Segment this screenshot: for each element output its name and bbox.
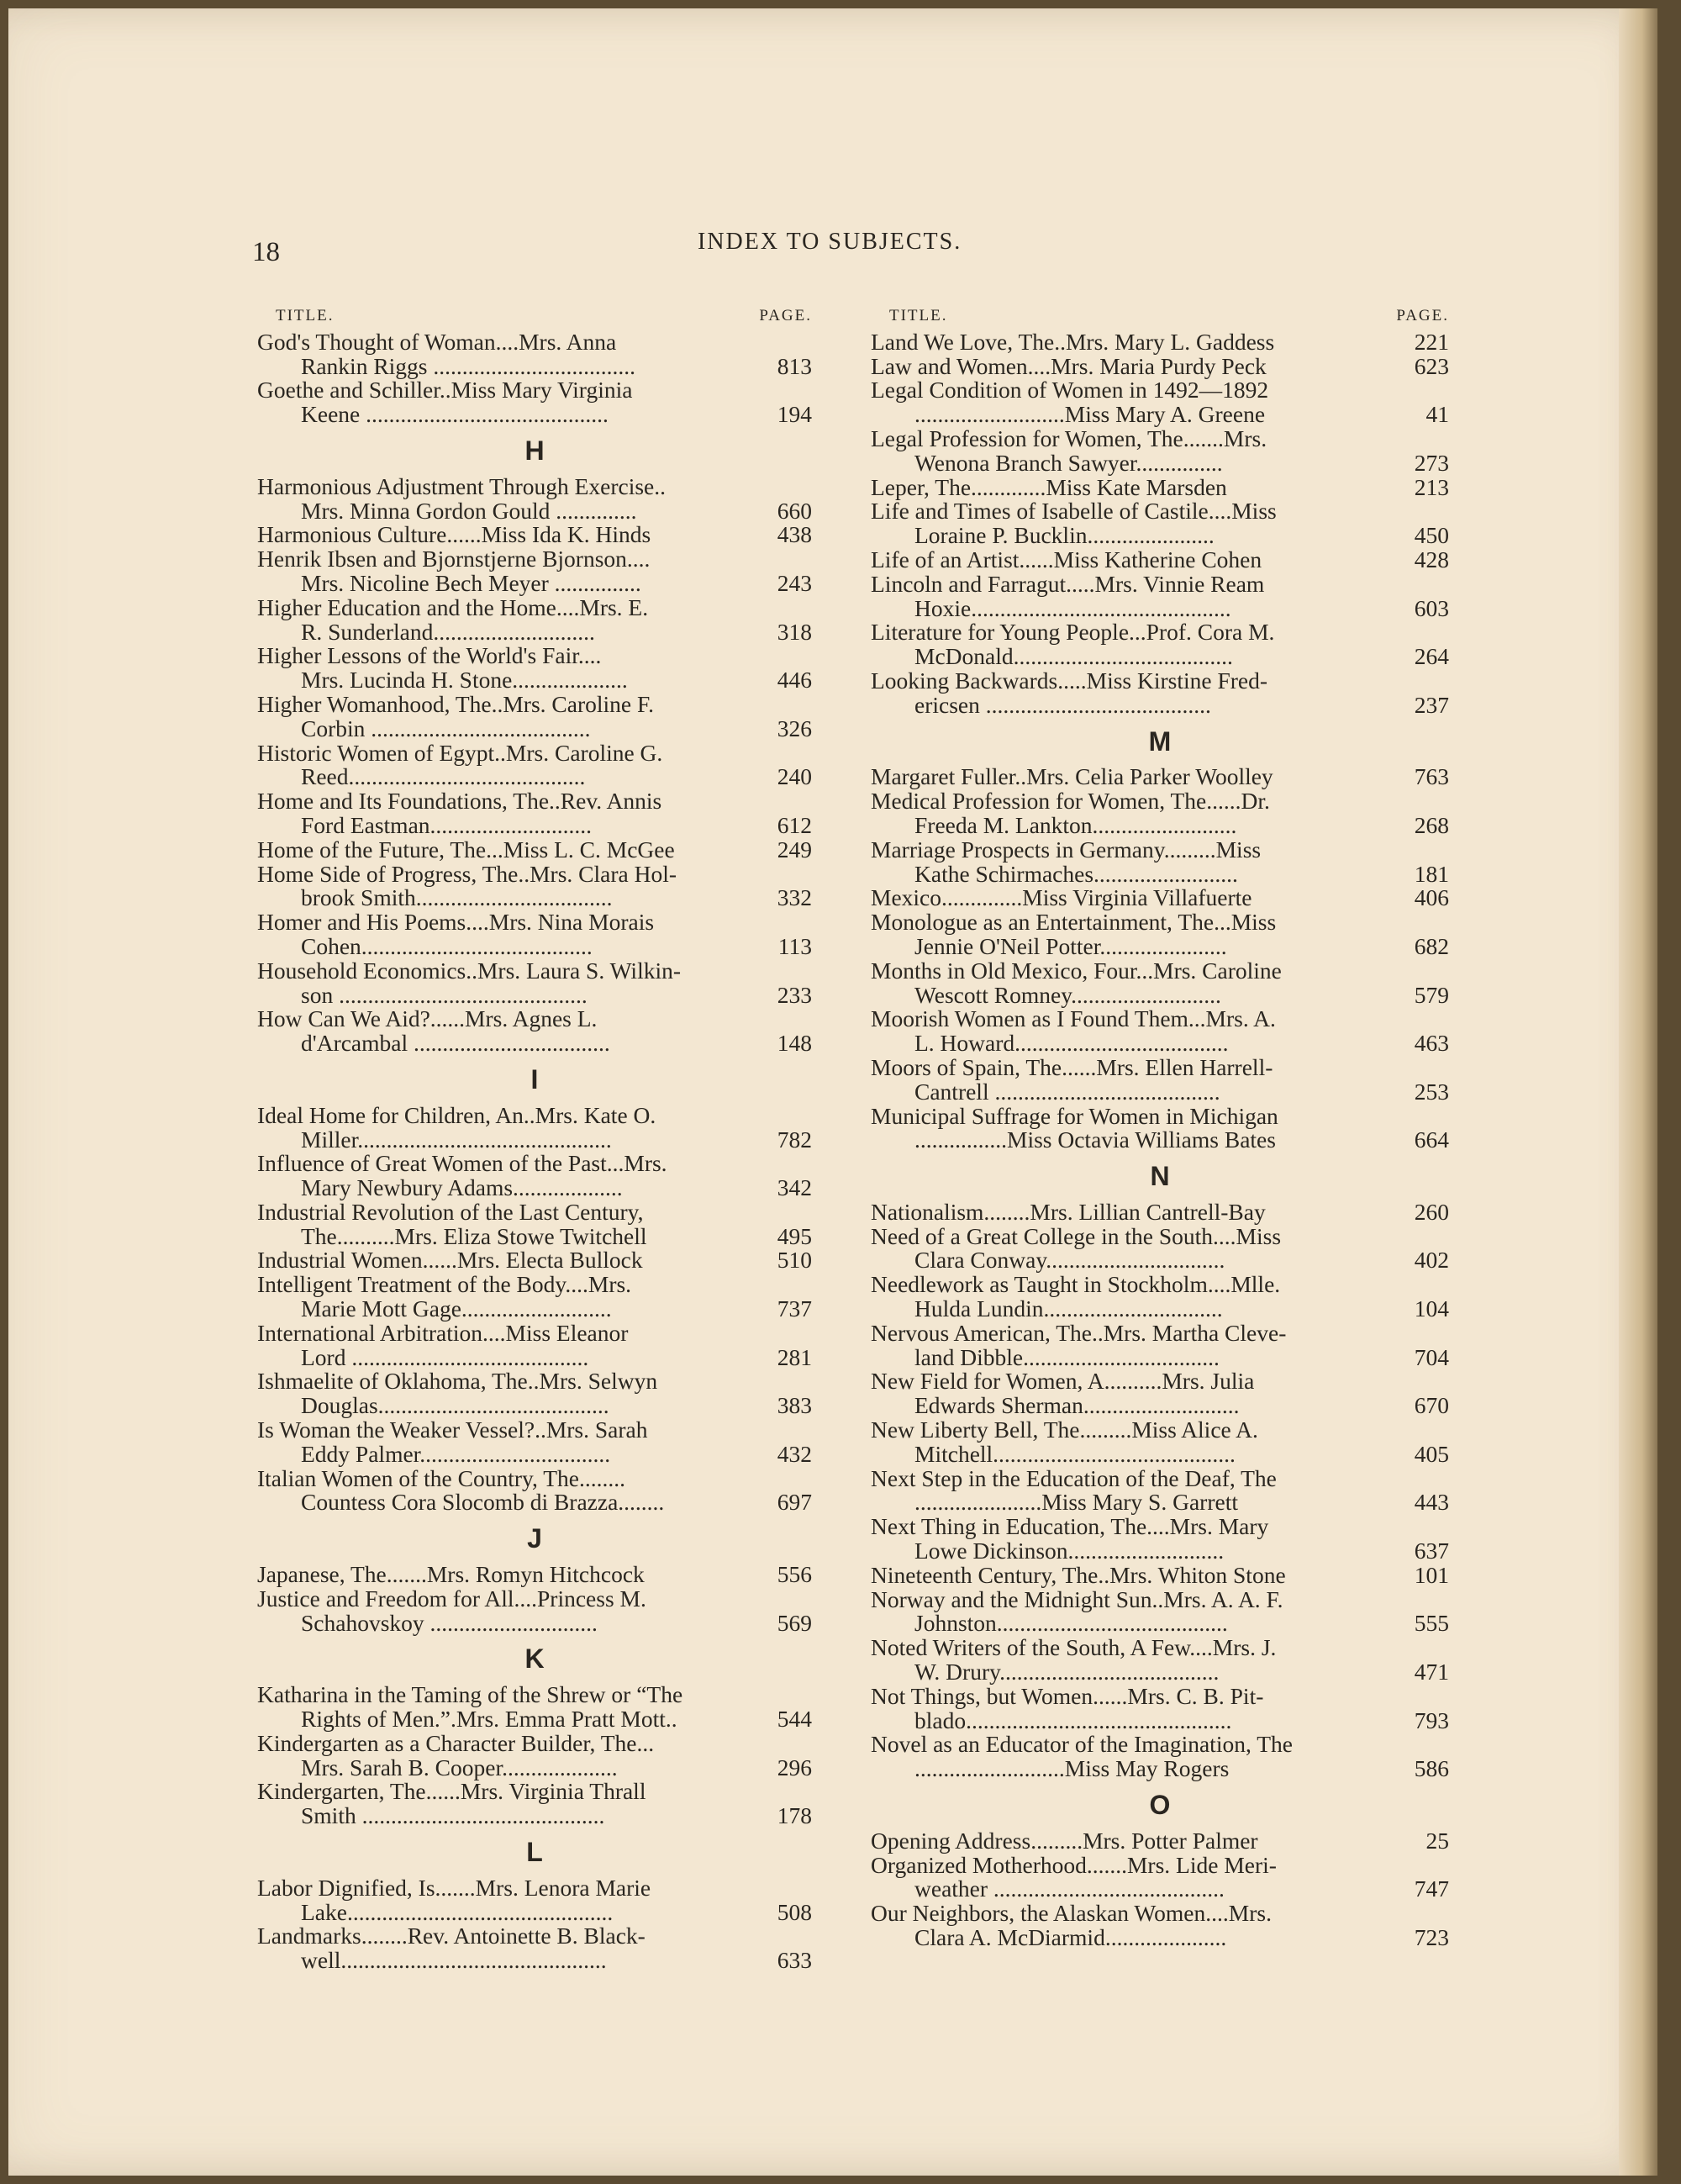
entry-page-number: 697 [777, 1489, 812, 1516]
entry-continuation: land Dibble.................................. [914, 1343, 1220, 1370]
index-entry [871, 1851, 1449, 1902]
entry-title: Needlework as Taught in Stockholm....Mlle. [871, 1271, 1281, 1298]
entry-title: Kindergarten, The......Mrs. Virginia Thrall [257, 1778, 646, 1805]
entry-title: Monologue as an Entertainment, The...Miss [871, 909, 1277, 936]
entry-page-number: 383 [777, 1392, 812, 1419]
entry-continuation: ......................Miss Mary S. Garrett [914, 1489, 1238, 1516]
entry-page-number: 281 [777, 1343, 812, 1370]
entry-page-number: 249 [777, 836, 812, 863]
entry-page-number: 402 [1414, 1247, 1449, 1274]
entry-page-number: 233 [777, 981, 812, 1008]
entry-page-number: 268 [1414, 811, 1449, 838]
index-entry [871, 959, 1449, 1008]
index-entry [257, 1152, 812, 1200]
section-letter: J [527, 1523, 542, 1554]
entry-continuation: The..........Mrs. Eliza Stowe Twitchell [301, 1222, 647, 1249]
entry-continuation: Mrs. Nicoline Bech Meyer ............... [301, 569, 641, 596]
entry-title: Historic Women of Egypt..Mrs. Caroline G. [257, 739, 663, 766]
index-entry [871, 1418, 1449, 1467]
entry-page-number: 495 [777, 1222, 812, 1249]
entry-title: Next Step in the Education of the Deaf, The [871, 1464, 1277, 1491]
entry-page-number: 723 [1414, 1924, 1449, 1950]
entry-title: Next Thing in Education, The....Mrs. Mary [871, 1513, 1269, 1540]
entry-continuation: Kathe Schirmaches......................... [914, 860, 1238, 887]
entry-continuation: W. Drury...................................... [914, 1659, 1220, 1685]
entry-page-number: 660 [777, 497, 812, 524]
entry-page-number: 318 [777, 618, 812, 645]
page-header-label: PAGE. [759, 307, 812, 324]
entry-page-number: 253 [1414, 1078, 1449, 1105]
entry-page-number: 556 [777, 1561, 812, 1588]
entry-title: Labor Dignified, Is.......Mrs. Lenora Marie [257, 1874, 651, 1901]
entry-continuation: Lord ......................................... [301, 1343, 589, 1370]
entry-title: Need of a Great College in the South....Miss [871, 1222, 1282, 1249]
index-entry [257, 741, 812, 790]
entry-continuation: Cantrell ....................................... [914, 1078, 1220, 1105]
index-entry [871, 1053, 1449, 1105]
entry-title: Industrial Revolution of the Last Century, [257, 1198, 644, 1225]
entry-title: Influence of Great Women of the Past...Mrs. [257, 1150, 667, 1177]
index-entry [257, 1780, 812, 1828]
entry-continuation: Marie Mott Gage.......................... [301, 1295, 612, 1322]
right-column [871, 304, 1449, 1950]
entry-title: Land We Love, The..Mrs. Mary L. Gaddess [871, 328, 1275, 355]
entry-title: Katharina in the Taming of the Shrew or “The [257, 1681, 683, 1708]
entry-title: New Liberty Bell, The.........Miss Alice A. [871, 1416, 1258, 1443]
entry-continuation: Douglas........................................ [301, 1392, 609, 1419]
entry-page-number: 326 [777, 715, 812, 741]
section-letter: K [524, 1643, 545, 1675]
index-entry [871, 1585, 1449, 1637]
entry-title: Justice and Freedom for All....Princess M. [257, 1585, 646, 1612]
index-entry [871, 378, 1449, 427]
index-entry [257, 690, 812, 741]
entry-page-number: 586 [1414, 1755, 1449, 1782]
entry-continuation: Mitchell.......................................... [914, 1440, 1236, 1467]
entry-title: Landmarks........Rev. Antoinette B. Black- [257, 1923, 646, 1949]
entry-page-number: 813 [777, 352, 812, 379]
index-entry [257, 838, 812, 863]
index-entry [257, 547, 812, 596]
title-header: TITLE. [889, 307, 948, 324]
index-entry [871, 1102, 1449, 1153]
entry-title: Harmonious Adjustment Through Exercise.. [257, 472, 667, 499]
entry-page-number: 237 [1414, 691, 1449, 718]
index-entry [257, 472, 812, 524]
entry-title: How Can We Aid?......Mrs. Agnes L. [257, 1005, 598, 1032]
entry-page-number: 104 [1414, 1295, 1449, 1322]
entry-page-number: 471 [1414, 1659, 1449, 1685]
column-header [257, 304, 812, 329]
entry-page-number: 41 [1425, 401, 1449, 428]
entry-page-number: 432 [777, 1440, 812, 1467]
entry-title: Japanese, The.......Mrs. Romyn Hitchcock [257, 1561, 645, 1588]
entry-page-number: 148 [777, 1030, 812, 1057]
index-entry [871, 548, 1449, 572]
entry-continuation: L. Howard..................................... [914, 1030, 1229, 1057]
index-entry [871, 473, 1449, 500]
entry-continuation: Clara Conway............................... [914, 1247, 1225, 1274]
section-letter: H [524, 435, 545, 466]
entry-title: Margaret Fuller..Mrs. Celia Parker Woolley [871, 763, 1273, 790]
section-letter: L [526, 1837, 543, 1868]
index-entry [871, 838, 1449, 887]
entry-page-number: 664 [1414, 1126, 1449, 1153]
index-entry [871, 352, 1449, 379]
entry-continuation: Edwards Sherman........................... [914, 1392, 1240, 1419]
entry-page-number: 463 [1414, 1030, 1449, 1057]
section-letter: I [530, 1063, 539, 1095]
left-column [257, 304, 812, 1973]
index-entry [257, 1273, 812, 1321]
entry-page-number: 569 [777, 1609, 812, 1636]
entry-continuation: R. Sunderland............................ [301, 618, 595, 645]
entry-page-number: 438 [777, 521, 812, 548]
page-header [8, 229, 1657, 271]
entry-continuation: Mrs. Sarah B. Cooper.................... [301, 1754, 618, 1780]
index-entry [257, 1464, 812, 1516]
index-entry [871, 669, 1449, 718]
entry-continuation: Countess Cora Slocomb di Brazza........ [301, 1489, 665, 1516]
entry-page-number: 264 [1414, 643, 1449, 670]
entry-continuation: Jennie O'Neil Potter...................... [914, 932, 1227, 959]
entry-title: Opening Address.........Mrs. Potter Palmer [871, 1827, 1258, 1854]
index-entry [257, 860, 812, 911]
entry-title: Harmonious Culture......Miss Ida K. Hinds [257, 521, 651, 548]
entry-title: Medical Profession for Women, The......Dr. [871, 788, 1270, 815]
entry-title: Home Side of Progress, The..Mrs. Clara Hol- [257, 860, 677, 887]
entry-title: Higher Lessons of the World's Fair.... [257, 642, 602, 669]
index-entry [257, 1563, 812, 1587]
index-entry [871, 1222, 1449, 1274]
entry-page-number: 747 [1414, 1875, 1449, 1902]
entry-title: International Arbitration....Miss Eleanor [257, 1319, 629, 1346]
index-entry [871, 1515, 1449, 1564]
entry-title: Henrik Ibsen and Bjornstjerne Bjornson.... [257, 546, 651, 572]
entry-continuation: Rights of Men.”.Mrs. Emma Pratt Mott.. [301, 1706, 677, 1733]
entry-page-number: 579 [1414, 981, 1449, 1008]
index-entry [257, 1321, 812, 1370]
entry-title: Lincoln and Farragut.....Mrs. Vinnie Ream [871, 570, 1265, 597]
index-entry [871, 1273, 1449, 1321]
entry-page-number: 194 [777, 401, 812, 428]
entry-continuation: ................Miss Octavia Williams Bates [914, 1126, 1276, 1153]
section-letter: O [1149, 1790, 1171, 1821]
index-entry [871, 1369, 1449, 1418]
entry-page-number: 763 [1414, 763, 1449, 790]
page-gutter [1619, 8, 1657, 2176]
entry-page-number: 508 [777, 1898, 812, 1925]
entry-continuation: well.............................................. [301, 1947, 607, 1974]
entry-title: Not Things, but Women......Mrs. C. B. Pit- [871, 1682, 1264, 1709]
entry-title: Legal Profession for Women, The.......Mrs. [871, 425, 1267, 451]
index-entry [257, 1876, 812, 1925]
entry-continuation: Reed......................................... [301, 763, 586, 790]
entry-continuation: Loraine P. Bucklin...................... [914, 522, 1215, 549]
entry-continuation: McDonald...................................... [914, 643, 1233, 670]
entry-title: Higher Womanhood, The..Mrs. Caroline F. [257, 690, 654, 717]
entry-continuation: Ford Eastman............................ [301, 811, 593, 838]
entry-page-number: 101 [1414, 1561, 1449, 1588]
entry-title: Leper, The.............Miss Kate Marsden [871, 473, 1227, 500]
entry-title: Months in Old Mexico, Four...Mrs. Caroline [871, 957, 1282, 984]
entry-continuation: Smith .......................................... [301, 1802, 605, 1829]
index-entry [871, 1902, 1449, 1950]
index-list-left [257, 330, 812, 1973]
entry-title: Home of the Future, The...Miss L. C. McGee [257, 836, 675, 863]
index-entry [257, 910, 812, 959]
index-entry [257, 1248, 812, 1273]
entry-title: God's Thought of Woman....Mrs. Anna [257, 328, 617, 355]
entry-page-number: 633 [777, 1947, 812, 1974]
entry-page-number: 682 [1414, 932, 1449, 959]
entry-title: Nineteenth Century, The..Mrs. Whiton Stone [871, 1561, 1286, 1588]
entry-page-number: 243 [777, 569, 812, 596]
entry-continuation: brook Smith.................................. [301, 884, 613, 911]
index-entry [871, 1321, 1449, 1370]
entry-page-number: 25 [1425, 1827, 1449, 1854]
entry-title: Norway and the Midnight Sun..Mrs. A. A. F. [871, 1585, 1283, 1612]
index-entry [871, 1200, 1449, 1225]
entry-title: Nervous American, The..Mrs. Martha Cleve- [871, 1319, 1287, 1346]
entry-continuation: Miller............................................ [301, 1126, 612, 1153]
entry-title: Our Neighbors, the Alaskan Women....Mrs. [871, 1900, 1272, 1927]
entry-title: Home and Its Foundations, The..Rev. Annis [257, 788, 662, 815]
index-entry [257, 523, 812, 547]
index-entry [257, 644, 812, 693]
entry-page-number: 737 [777, 1295, 812, 1322]
entry-continuation: Freeda M. Lankton......................... [914, 811, 1237, 838]
index-entry [257, 1683, 812, 1732]
index-entry [871, 1464, 1449, 1516]
entry-page-number: 260 [1414, 1198, 1449, 1225]
entry-page-number: 450 [1414, 522, 1449, 549]
index-entry [257, 1007, 812, 1056]
entry-continuation: Johnston........................................ [914, 1610, 1228, 1637]
index-entry [871, 910, 1449, 959]
entry-page-number: 637 [1414, 1538, 1449, 1564]
entry-continuation: Lowe Dickinson........................... [914, 1538, 1225, 1564]
entry-page-number: 793 [1414, 1707, 1449, 1733]
index-entry [871, 1829, 1449, 1854]
index-entry [257, 789, 812, 838]
index-entry [257, 378, 812, 427]
entry-continuation: Hulda Lundin............................... [914, 1295, 1223, 1322]
entry-title: Life of an Artist......Miss Katherine Cohen [871, 546, 1262, 572]
index-entry [871, 1561, 1449, 1588]
index-entry [871, 1682, 1449, 1733]
entry-continuation: weather ........................................ [914, 1875, 1225, 1902]
index-entry [257, 1587, 812, 1636]
entry-title: Mexico..............Miss Virginia Villafuerte [871, 884, 1252, 911]
entry-page-number: 240 [777, 763, 812, 790]
entry-continuation: Wenona Branch Sawyer............... [914, 449, 1223, 476]
entry-page-number: 623 [1414, 352, 1449, 379]
entry-page-number: 704 [1414, 1343, 1449, 1370]
entry-page-number: 221 [1414, 328, 1449, 355]
entry-page-number: 428 [1414, 546, 1449, 572]
page-header-label: PAGE. [1396, 307, 1449, 324]
entry-continuation: blado.............................................. [914, 1707, 1232, 1733]
entry-page-number: 178 [777, 1802, 812, 1829]
entry-title: Kindergarten as a Character Builder, The... [257, 1729, 655, 1756]
entry-continuation: Hoxie............................................. [914, 594, 1231, 621]
entry-title: Moorish Women as I Found Them...Mrs. A. [871, 1005, 1276, 1032]
entry-continuation: Mary Newbury Adams................... [301, 1174, 623, 1201]
entry-title: Organized Motherhood.......Mrs. Lide Meri- [871, 1851, 1277, 1878]
index-entry [257, 1418, 812, 1467]
entry-title: Moors of Spain, The......Mrs. Ellen Harrell- [871, 1053, 1273, 1080]
entry-title: Ideal Home for Children, An..Mrs. Kate O. [257, 1101, 656, 1128]
index-entry [871, 620, 1449, 669]
entry-title: Literature for Young People...Prof. Cora M. [871, 619, 1275, 646]
entry-title: Household Economics..Mrs. Laura S. Wilkin- [257, 957, 682, 984]
entry-title: Homer and His Poems....Mrs. Nina Morais [257, 909, 655, 936]
entry-continuation: ericsen ....................................... [914, 691, 1211, 718]
entry-title: Goethe and Schiller..Miss Mary Virginia [257, 377, 633, 404]
entry-continuation: Mrs. Minna Gordon Gould .............. [301, 497, 637, 524]
entry-page-number: 670 [1414, 1392, 1449, 1419]
index-entry [257, 330, 812, 379]
book-page [8, 8, 1657, 2176]
index-entry [871, 427, 1449, 476]
entry-page-number: 446 [777, 667, 812, 694]
entry-page-number: 510 [777, 1247, 812, 1274]
entry-page-number: 612 [777, 811, 812, 838]
column-header [871, 304, 1449, 329]
entry-page-number: 342 [777, 1174, 812, 1201]
entry-continuation: ..........................Miss May Rogers [914, 1755, 1230, 1782]
entry-title: New Field for Women, A..........Mrs. Julia [871, 1368, 1255, 1395]
entry-title: Marriage Prospects in Germany.........Miss [871, 836, 1262, 863]
index-entry [871, 765, 1449, 789]
entry-title: Novel as an Educator of the Imagination, The [871, 1731, 1293, 1758]
entry-continuation: Clara A. McDiarmid..................... [914, 1924, 1227, 1950]
index-entry [871, 1007, 1449, 1056]
entry-page-number: 443 [1414, 1489, 1449, 1516]
entry-title: Industrial Women......Mrs. Electa Bullock [257, 1247, 643, 1274]
index-entry [257, 1924, 812, 1973]
entry-continuation: Lake.............................................. [301, 1898, 614, 1925]
entry-title: Noted Writers of the South, A Few....Mrs. J. [871, 1634, 1277, 1661]
index-entry [257, 1200, 812, 1249]
entry-page-number: 296 [777, 1754, 812, 1780]
entry-page-number: 555 [1414, 1610, 1449, 1637]
entry-title: Is Woman the Weaker Vessel?..Mrs. Sarah [257, 1416, 648, 1443]
index-entry [257, 959, 812, 1008]
section-letter: N [1150, 1161, 1170, 1192]
running-title: INDEX TO SUBJECTS. [698, 229, 962, 255]
index-entry [871, 1636, 1449, 1685]
entry-continuation: Cohen........................................ [301, 932, 593, 959]
entry-continuation: son ........................................... [301, 981, 588, 1008]
index-entry [257, 1369, 812, 1418]
entry-page-number: 213 [1414, 473, 1449, 500]
entry-title: Higher Education and the Home....Mrs. E. [257, 593, 649, 620]
index-entry [871, 886, 1449, 910]
entry-title: Nationalism........Mrs. Lillian Cantrell-Bay [871, 1198, 1266, 1225]
entry-continuation: ..........................Miss Mary A. Greene [914, 401, 1266, 428]
entry-continuation: Eddy Palmer................................. [301, 1440, 611, 1467]
title-header: TITLE. [276, 307, 335, 324]
entry-continuation: Wescott Romney.......................... [914, 981, 1221, 1008]
index-entry [871, 499, 1449, 548]
entry-continuation: Rankin Riggs ................................... [301, 352, 635, 379]
index-list-right [871, 330, 1449, 1950]
entry-continuation: d'Arcambal .................................. [301, 1030, 610, 1057]
entry-page-number: 405 [1414, 1440, 1449, 1467]
entry-page-number: 273 [1414, 449, 1449, 476]
index-entry [871, 572, 1449, 621]
index-entry [257, 1101, 812, 1153]
entry-title: Looking Backwards.....Miss Kirstine Fred- [871, 667, 1268, 694]
index-entry [871, 330, 1449, 355]
index-entry [871, 789, 1449, 838]
entry-continuation: Schahovskoy ............................. [301, 1609, 598, 1636]
entry-page-number: 181 [1414, 860, 1449, 887]
entry-title: Intelligent Treatment of the Body....Mrs. [257, 1271, 632, 1298]
entry-title: Municipal Suffrage for Women in Michigan [871, 1102, 1278, 1129]
index-entry [257, 593, 812, 645]
entry-page-number: 603 [1414, 594, 1449, 621]
entry-continuation: Keene .......................................... [301, 401, 609, 428]
entry-title: Italian Women of the Country, The........ [257, 1464, 625, 1491]
section-letter: M [1148, 725, 1172, 757]
entry-continuation: Corbin ...................................... [301, 715, 591, 741]
entry-page-number: 406 [1414, 884, 1449, 911]
entry-continuation: Mrs. Lucinda H. Stone.................... [301, 667, 628, 694]
index-entry [871, 1733, 1449, 1781]
entry-page-number: 782 [777, 1126, 812, 1153]
entry-page-number: 544 [777, 1706, 812, 1733]
entry-page-number: 332 [777, 884, 812, 911]
entry-title: Life and Times of Isabelle of Castile....Miss [871, 498, 1277, 525]
entry-title: Legal Condition of Women in 1492—1892 [871, 377, 1269, 404]
page-number: 18 [252, 237, 280, 267]
entry-title: Ishmaelite of Oklahoma, The..Mrs. Selwyn [257, 1368, 658, 1395]
entry-title: Law and Women....Mrs. Maria Purdy Peck [871, 352, 1267, 379]
entry-page-number: 113 [777, 932, 812, 959]
index-entry [257, 1729, 812, 1780]
